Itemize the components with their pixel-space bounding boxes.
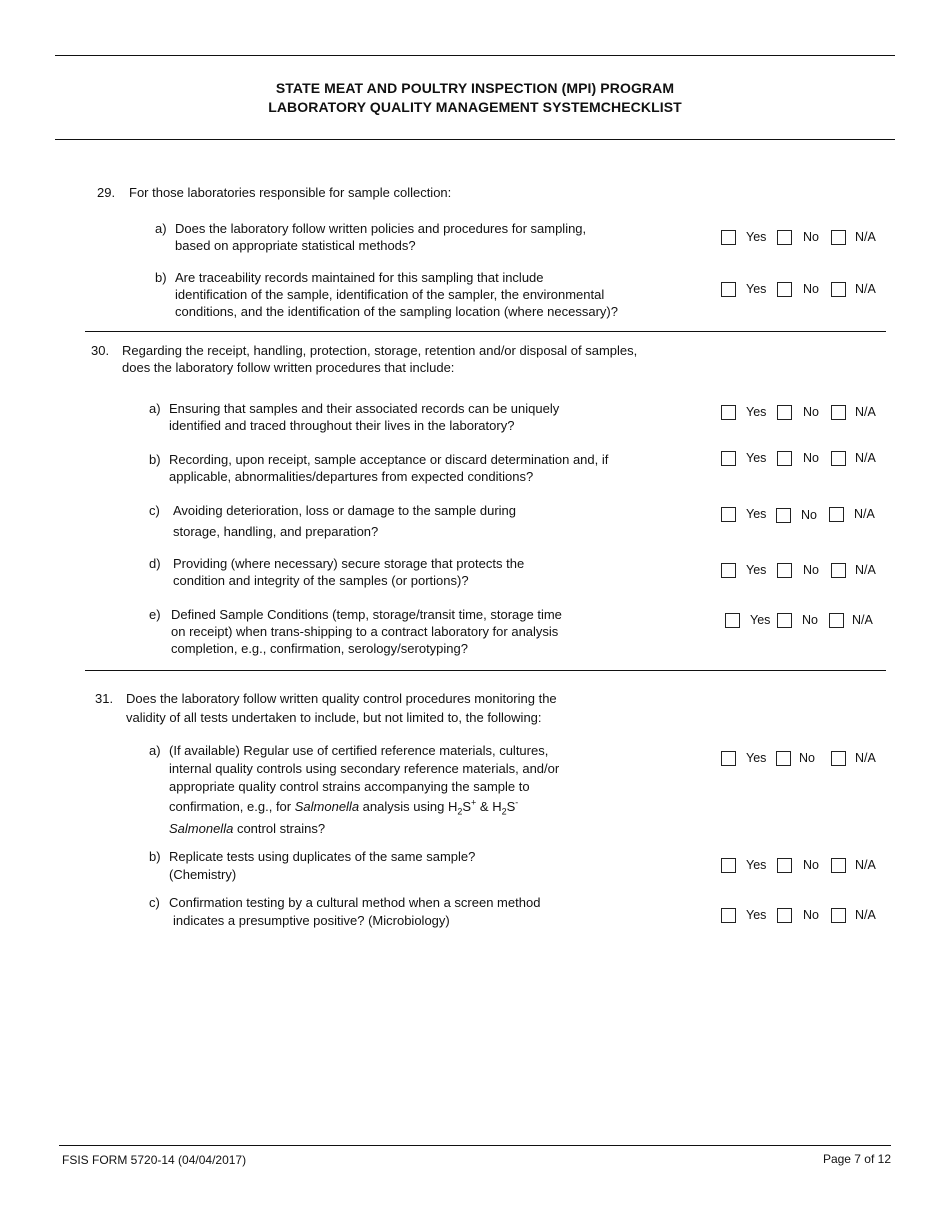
q29a-yes-checkbox[interactable] — [721, 230, 736, 245]
q30b-line2: applicable, abnormalities/departures from expected conditions? — [169, 469, 534, 484]
q30a-yes-label: Yes — [746, 405, 767, 419]
header-bottom-rule — [55, 139, 895, 140]
q31b-yes-label: Yes — [746, 858, 767, 872]
q31a-yes-checkbox[interactable] — [721, 751, 736, 766]
q31c-line1: Confirmation testing by a cultural method when a screen method — [169, 895, 541, 910]
q31c-letter: c) — [149, 895, 160, 910]
q30-line1: Regarding the receipt, handling, protection, storage, retention and/or disposal of samples, — [122, 343, 638, 358]
q31a-organism: Salmonella — [294, 799, 360, 814]
q31b-na-checkbox[interactable] — [831, 858, 846, 873]
q30a-line1: Ensuring that samples and their associated records can be uniquely — [169, 401, 560, 416]
q30e-line1: Defined Sample Conditions (temp, storage/transit time, storage time — [171, 607, 562, 622]
q30e-line3: completion, e.g., confirmation, serology/serotyping? — [171, 641, 468, 656]
q29b-no-checkbox[interactable] — [777, 282, 792, 297]
q31a-subscript-2: 2 — [501, 806, 507, 817]
q30d-yes-checkbox[interactable] — [721, 563, 736, 578]
q30c-na-checkbox[interactable] — [829, 507, 844, 522]
q29a-na-label: N/A — [855, 230, 876, 244]
q30a-na-label: N/A — [855, 405, 876, 419]
q29b-letter: b) — [155, 270, 167, 285]
q31a-line4 — [169, 798, 518, 815]
q30b-na-label: N/A — [855, 451, 876, 465]
q29b-yes-label: Yes — [746, 282, 767, 296]
q31a-line4-pre: confirmation, e.g., for — [169, 799, 295, 814]
q30e-no-checkbox[interactable] — [777, 613, 792, 628]
q30-line2: does the laboratory follow written procedures that include: — [122, 360, 455, 375]
q30e-na-label: N/A — [852, 613, 873, 627]
q30a-no-checkbox[interactable] — [777, 405, 792, 420]
q30e-na-checkbox[interactable] — [829, 613, 844, 628]
q31a-no-label: No — [799, 751, 815, 765]
q30d-letter: d) — [149, 556, 161, 571]
q31a-yes-label: Yes — [746, 751, 767, 765]
q29b-na-checkbox[interactable] — [831, 282, 846, 297]
q31a-subscript: 2 — [457, 806, 463, 817]
q31a-amp: & H — [476, 799, 502, 814]
q31c-na-label: N/A — [855, 908, 876, 922]
q29b-no-label: No — [803, 282, 819, 296]
q29b-line3: conditions, and the identification of the sampling location (where necessary)? — [175, 304, 618, 319]
q29-number: 29. — [97, 185, 116, 200]
q31c-yes-checkbox[interactable] — [721, 908, 736, 923]
q30d-na-checkbox[interactable] — [831, 563, 846, 578]
q30e-line2: on receipt) when trans-shipping to a contract laboratory for analysis — [171, 624, 559, 639]
q31a-line2: internal quality controls using secondary reference materials, and/or — [169, 761, 560, 776]
q30c-no-label: No — [801, 508, 817, 522]
q31b-line2: (Chemistry) — [169, 867, 237, 882]
q30d-na-label: N/A — [855, 563, 876, 577]
q31c-no-label: No — [803, 908, 819, 922]
q30b-letter: b) — [149, 452, 161, 467]
q31a-s-letter-2: S — [506, 799, 516, 814]
q30c-yes-checkbox[interactable] — [721, 507, 736, 522]
q30a-letter: a) — [149, 401, 161, 416]
q31a-letter: a) — [149, 743, 161, 758]
q29a-line1: Does the laboratory follow written policies and procedures for sampling, — [175, 221, 587, 236]
q31b-na-label: N/A — [855, 858, 876, 872]
q30b-yes-label: Yes — [746, 451, 767, 465]
q31b-line1: Replicate tests using duplicates of the same sample? — [169, 849, 476, 864]
q30e-yes-label: Yes — [750, 613, 771, 627]
q31a-organism-2: Salmonella — [169, 821, 234, 836]
q30a-na-checkbox[interactable] — [831, 405, 846, 420]
q30c-letter: c) — [149, 503, 160, 518]
q30e-yes-checkbox[interactable] — [725, 613, 740, 628]
q30-number: 30. — [91, 343, 110, 358]
q29a-yes-label: Yes — [746, 230, 767, 244]
top-rule — [55, 55, 895, 56]
section-divider — [85, 670, 886, 671]
q31a-na-checkbox[interactable] — [831, 751, 846, 766]
q31a-superscript-plus: + — [471, 797, 477, 808]
q31a-line5-rest: control strains? — [233, 821, 326, 836]
q30b-no-checkbox[interactable] — [777, 451, 792, 466]
q31b-letter: b) — [149, 849, 161, 864]
form-number: FSIS FORM 5720-14 (04/04/2017) — [62, 1153, 247, 1167]
q31a-line1: (If available) Regular use of certified reference materials, cultures, — [169, 743, 549, 758]
q30d-line1: Providing (where necessary) secure storage that protects the — [173, 556, 525, 571]
q29b-line1: Are traceability records maintained for this sampling that include — [175, 270, 544, 285]
page-number: Page 7 of 12 — [822, 1152, 891, 1166]
q31b-no-checkbox[interactable] — [777, 858, 792, 873]
q31c-no-checkbox[interactable] — [777, 908, 792, 923]
q31b-no-label: No — [803, 858, 819, 872]
q30a-no-label: No — [803, 405, 819, 419]
q30e-letter: e) — [149, 607, 161, 622]
footer-rule — [59, 1145, 891, 1146]
q30d-no-label: No — [803, 563, 819, 577]
q29b-na-label: N/A — [855, 282, 876, 296]
q30e-no-label: No — [802, 613, 818, 627]
q31-line2: validity of all tests undertaken to include, but not limited to, the following: — [126, 710, 542, 725]
q31a-line5 — [169, 820, 325, 837]
q31a-no-checkbox[interactable] — [776, 751, 791, 766]
q31c-line2: indicates a presumptive positive? (Microbiology) — [173, 913, 450, 928]
q30b-line1: Recording, upon receipt, sample acceptance or discard determination and, if — [169, 452, 609, 467]
q29a-no-checkbox[interactable] — [777, 230, 792, 245]
q30c-line2: storage, handling, and preparation? — [173, 524, 379, 539]
q31b-yes-checkbox[interactable] — [721, 858, 736, 873]
q30d-line2: condition and integrity of the samples (or portions)? — [173, 573, 469, 588]
q31a-superscript-minus: - — [515, 797, 519, 808]
q29a-line2: based on appropriate statistical methods? — [175, 238, 416, 253]
q30c-no-checkbox[interactable] — [776, 508, 791, 523]
form-title-line1: STATE MEAT AND POULTRY INSPECTION (MPI) PROGRAM — [275, 80, 675, 96]
section-divider — [85, 331, 886, 332]
q31a-na-label: N/A — [855, 751, 876, 765]
q29a-letter: a) — [155, 221, 167, 236]
q29b-line2: identification of the sample, identification of the sampler, the environmental — [175, 287, 605, 302]
q31a-s-letter: S — [462, 799, 472, 814]
q29b-yes-checkbox[interactable] — [721, 282, 736, 297]
form-title-line2: LABORATORY QUALITY MANAGEMENT SYSTEMCHECKLIST — [268, 99, 682, 115]
q31c-na-checkbox[interactable] — [831, 908, 846, 923]
q31a-line3: appropriate quality control strains accompanying the sample to — [169, 779, 530, 794]
q30a-line2: identified and traced throughout their lives in the laboratory? — [169, 418, 515, 433]
q31-number: 31. — [95, 691, 114, 706]
q30b-na-checkbox[interactable] — [831, 451, 846, 466]
q31c-yes-label: Yes — [746, 908, 767, 922]
q30a-yes-checkbox[interactable] — [721, 405, 736, 420]
q30c-yes-label: Yes — [746, 507, 767, 521]
q29a-no-label: No — [803, 230, 819, 244]
q30c-na-label: N/A — [854, 507, 875, 521]
q30c-line1: Avoiding deterioration, loss or damage to the sample during — [173, 503, 517, 518]
q30b-no-label: No — [803, 451, 819, 465]
q29-text: For those laboratories responsible for sample collection: — [129, 185, 452, 200]
q31a-line4-mid: analysis using H — [359, 799, 458, 814]
q30d-yes-label: Yes — [746, 563, 767, 577]
q29a-na-checkbox[interactable] — [831, 230, 846, 245]
q30b-yes-checkbox[interactable] — [721, 451, 736, 466]
q30d-no-checkbox[interactable] — [777, 563, 792, 578]
q31-line1: Does the laboratory follow written quality control procedures monitoring the — [126, 691, 557, 706]
